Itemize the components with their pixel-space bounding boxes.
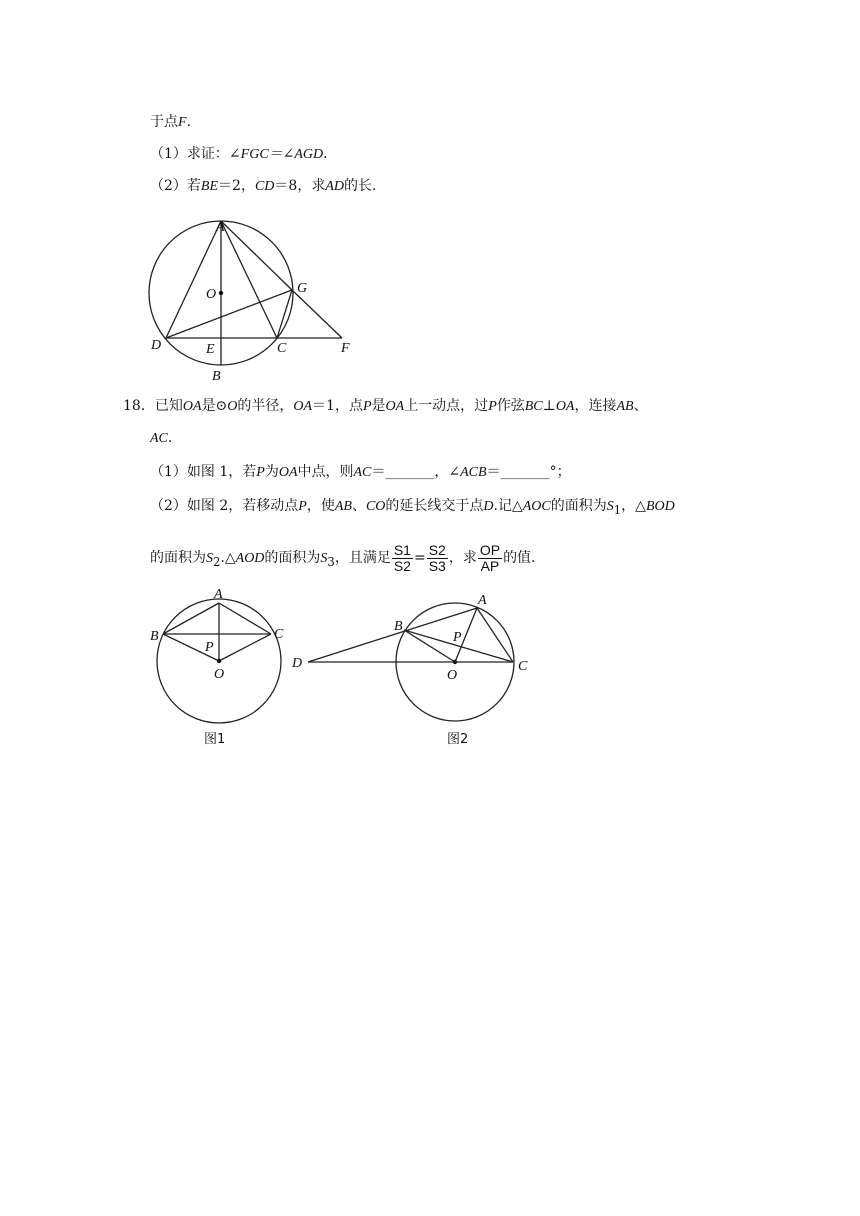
label-c: C	[518, 659, 528, 674]
text: .	[323, 146, 328, 162]
text: ，且满足	[334, 550, 391, 566]
fig2-line-bo	[404, 630, 455, 662]
text: （1）如图 1，若	[150, 464, 257, 480]
text: 上一动点，过	[404, 398, 489, 414]
text: ，求	[448, 550, 477, 566]
var: O	[227, 399, 238, 414]
label-b: B	[212, 369, 221, 384]
angle-equation: ∠FGC＝∠AGD	[228, 147, 324, 162]
label-g: G	[297, 281, 308, 296]
text: 是	[371, 398, 386, 414]
var: AB	[616, 399, 634, 414]
text: （2）如图 2，若移动点	[150, 498, 299, 514]
text: ，使	[306, 498, 335, 514]
text: ⊥	[542, 398, 556, 414]
equals: =	[413, 550, 426, 566]
part-label: （1）求证：	[150, 146, 229, 162]
numerator: S1	[393, 541, 411, 558]
label-d: D	[151, 338, 162, 353]
var: AC	[353, 465, 372, 480]
label-o: O	[447, 668, 458, 683]
var: ACB	[460, 465, 487, 480]
text: .记△	[493, 498, 523, 514]
var: BOD	[645, 499, 675, 514]
var: OA	[555, 399, 575, 414]
text: 为	[264, 464, 279, 480]
label-p: P	[453, 630, 462, 645]
text: ，连接	[574, 398, 617, 414]
var: CO	[365, 499, 386, 514]
label-a: A	[216, 220, 225, 235]
label-d: D	[292, 656, 303, 671]
var: P	[488, 399, 497, 414]
text: ＝1，点	[312, 398, 363, 414]
figure-caption-1: 图1	[204, 732, 226, 747]
var: S	[206, 551, 213, 566]
label-o: O	[214, 667, 225, 682]
label-a: A	[478, 593, 487, 608]
var: OA	[385, 399, 405, 414]
var: BC	[524, 399, 543, 414]
numerator: S2	[428, 541, 446, 558]
denominator: AP	[480, 557, 500, 574]
var: D	[483, 499, 494, 514]
text: .	[186, 114, 192, 130]
label-b: B	[394, 619, 403, 634]
text: .	[167, 430, 173, 446]
var-f: F	[178, 115, 187, 130]
subscript: 1	[613, 502, 622, 517]
label-o: O	[206, 287, 217, 302]
question-number: 18．已知	[123, 398, 183, 414]
var: OA	[182, 399, 202, 414]
var-be: BE	[200, 179, 219, 194]
var-ad: AD	[325, 179, 344, 194]
text: ＝8，求	[274, 178, 326, 194]
text: .△	[220, 550, 236, 566]
var: OA	[278, 465, 298, 480]
text: 作弦	[496, 398, 525, 414]
fig2-line-da	[308, 608, 477, 662]
var: OA	[293, 399, 313, 414]
blank-text: ＝_______°；	[486, 464, 571, 480]
label-e: E	[206, 342, 215, 357]
part-label: （2）若	[150, 178, 201, 194]
label-c: C	[274, 627, 284, 642]
label-c: C	[277, 341, 287, 356]
blank-text: ＝_______，∠	[371, 464, 461, 480]
denominator: S3	[428, 557, 446, 574]
text: 的半径，	[237, 398, 294, 414]
text: ＝2，	[218, 178, 255, 194]
figure-caption-2: 图2	[447, 732, 469, 747]
text: 的面积为	[150, 550, 206, 566]
label-a: A	[214, 587, 223, 602]
numerator: OP	[479, 541, 501, 558]
subscript: 2	[213, 554, 221, 569]
var: AOC	[522, 499, 551, 514]
label-f: F	[341, 341, 350, 356]
var: AC	[150, 431, 168, 446]
text: 的值.	[503, 550, 536, 566]
label-p: P	[205, 640, 214, 655]
var: S	[606, 499, 614, 514]
var: AB	[334, 499, 352, 514]
label-b: B	[150, 629, 159, 644]
var: P	[362, 399, 372, 414]
text: 、	[351, 498, 366, 514]
var-cd: CD	[254, 179, 275, 194]
text: 的延长线交于点	[385, 498, 484, 514]
denominator: S2	[393, 557, 411, 574]
var: P	[256, 465, 265, 480]
text: ，△	[621, 498, 646, 514]
text: 的长.	[344, 178, 377, 194]
text: 于点	[150, 114, 178, 130]
text: 是⊙	[201, 398, 228, 414]
var: P	[298, 499, 307, 514]
var: S	[320, 551, 328, 566]
text: 、	[633, 398, 648, 414]
text: 的面积为	[264, 550, 321, 566]
text: 中点，则	[297, 464, 354, 480]
subscript: 3	[327, 554, 335, 569]
var: AOD	[235, 551, 265, 566]
text: 的面积为	[550, 498, 607, 514]
fig2-center-dot	[453, 660, 457, 664]
